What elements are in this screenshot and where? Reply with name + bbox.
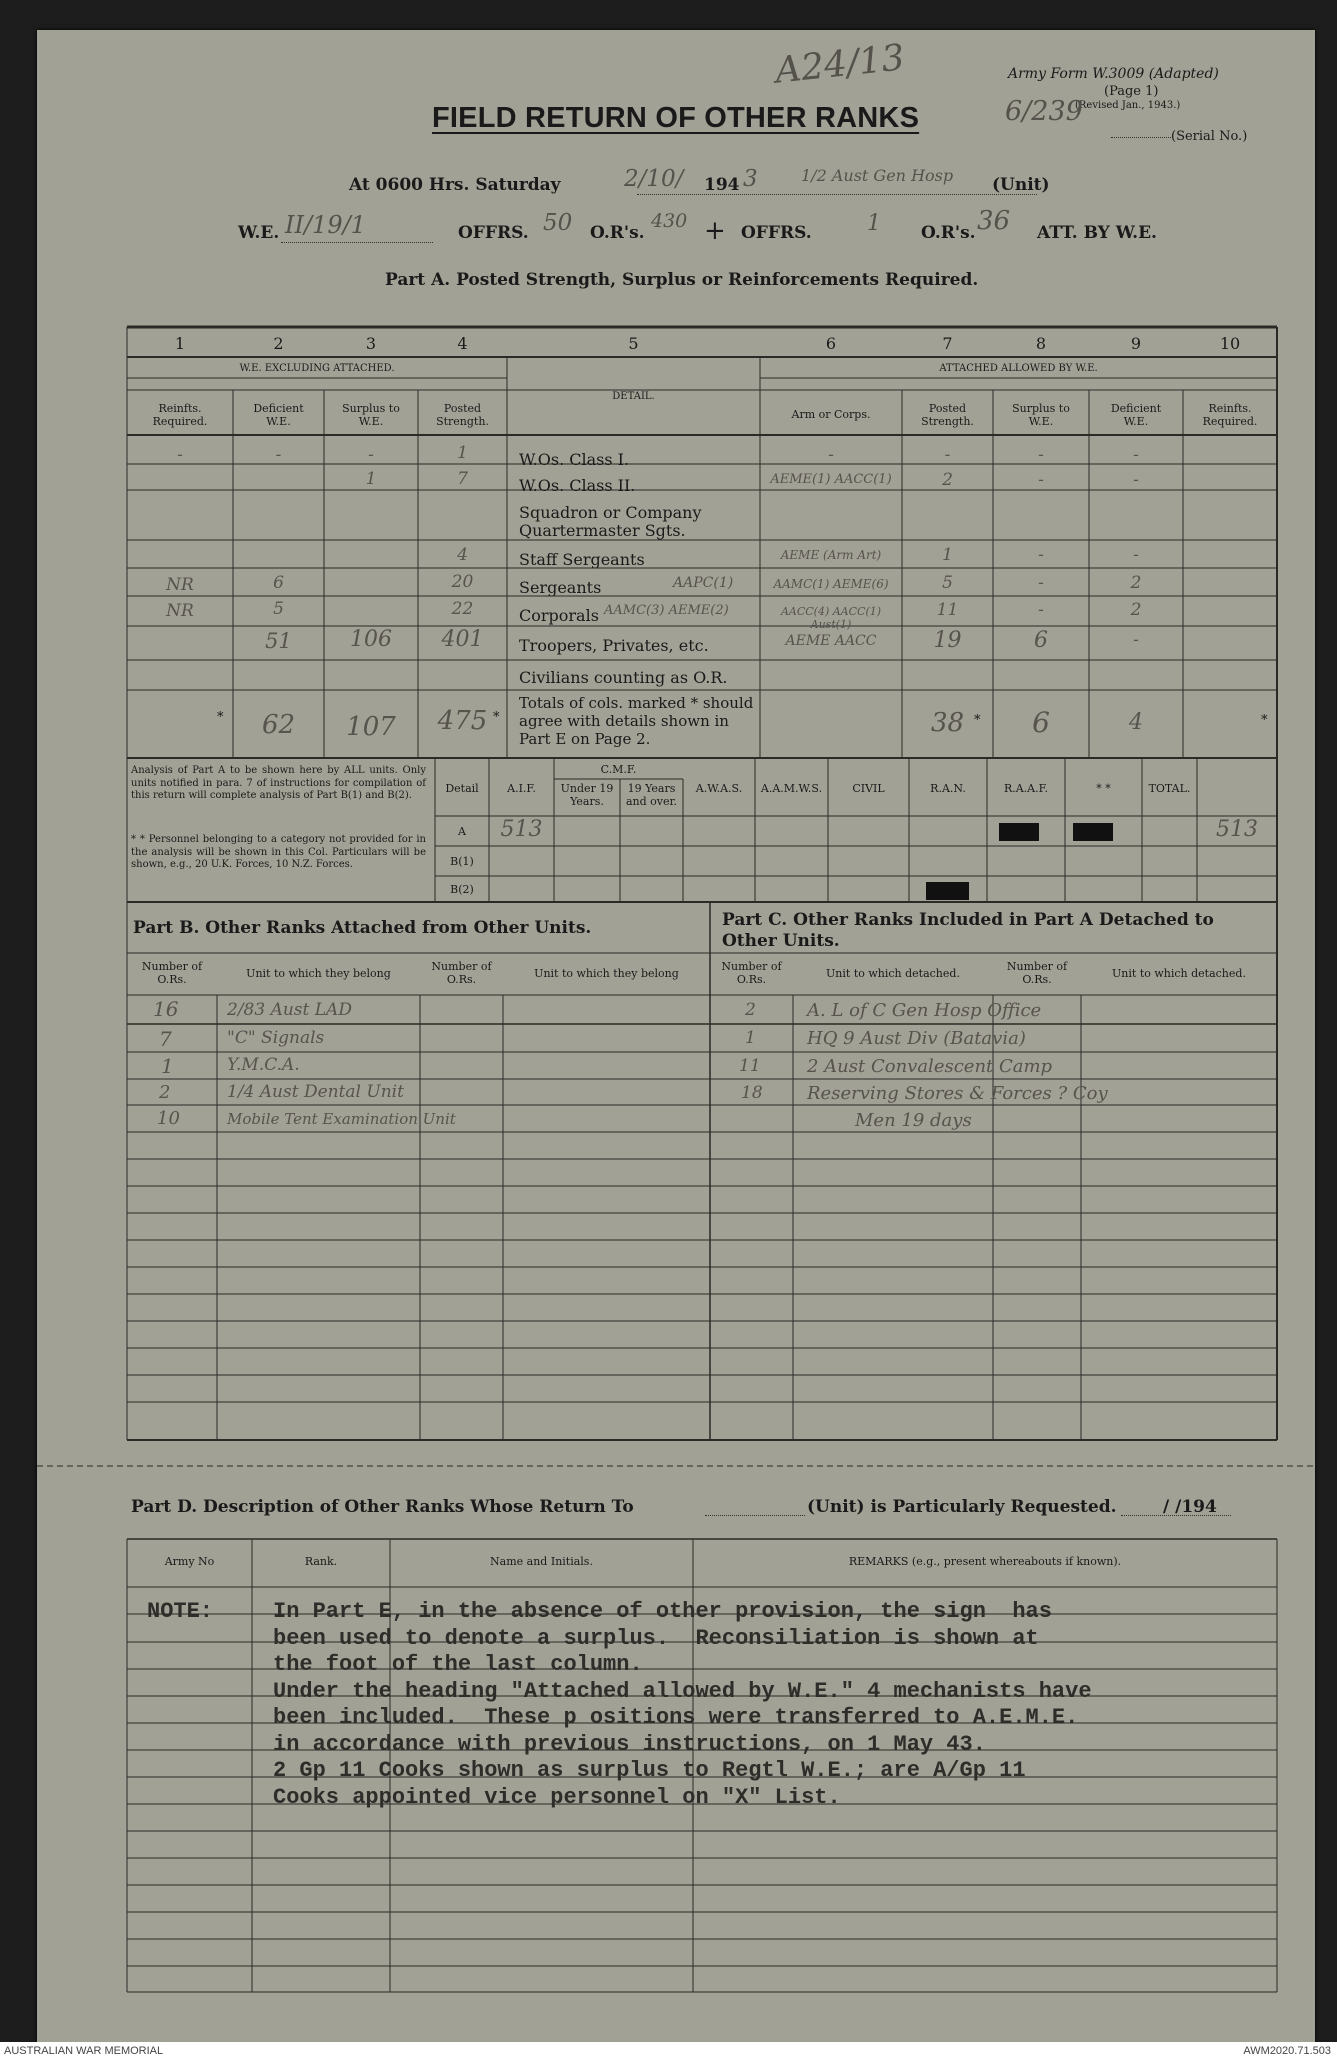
at-label: At 0600 Hrs. Saturday — [349, 175, 561, 195]
analysis-header: R.A.A.F. — [1003, 782, 1049, 795]
part-b-header-unit: Unit to which they belong — [534, 967, 679, 980]
offrs2-value: 1 — [867, 211, 881, 236]
year-prefix: 194 — [704, 175, 740, 195]
aif-a-value: 513 — [500, 817, 543, 842]
redaction — [999, 823, 1039, 841]
part-c-num: 1 — [745, 1028, 756, 1048]
sergeants-note: AAPC(1) — [673, 575, 734, 591]
row-detail: Squadron or Company Quartermaster Sgts. — [519, 503, 702, 540]
part-c-header-unit: Unit to which detached. — [826, 967, 960, 980]
part-c-header-num: Number of O.Rs. — [1006, 960, 1068, 986]
col-number: 1 — [174, 334, 186, 353]
analysis-note: Analysis of Part A to be shown here by ALL units. Only units notified in para. 7 of instructions for compilation of this return will complete analysis of Part B(1) and B(2). — [131, 765, 426, 802]
offrs-value: 50 — [543, 210, 573, 236]
redaction — [1073, 823, 1113, 841]
col-number: 7 — [942, 334, 953, 353]
c9-cell: - — [1133, 470, 1139, 490]
header-surplus: Surplus to W.E. — [342, 402, 400, 428]
c7-cell: 19 — [933, 628, 962, 653]
group-header-left: W.E. EXCLUDING ATTACHED. — [239, 363, 395, 374]
offrs-label: OFFRS. — [458, 223, 529, 243]
row-detail: Corporals — [519, 606, 599, 625]
totals-detail: Totals of cols. marked * should agree with details shown in Part E on Page 2. — [519, 694, 754, 748]
header-deficient: Deficient W.E. — [253, 402, 304, 428]
header-reinfts: Reinfts. Required. — [152, 402, 208, 428]
part-b-unit: Y.M.C.A. — [227, 1055, 300, 1075]
star-mark: * — [974, 713, 981, 728]
form-sheet — [37, 30, 1315, 2042]
analysis-row: B(2) — [450, 883, 474, 896]
note-label: NOTE: — [147, 1599, 214, 1624]
star-mark: * — [1261, 713, 1268, 728]
analysis-header: Under 19 Years. — [560, 782, 614, 808]
revised-label: (Revised Jan., 1943.) — [1075, 100, 1181, 111]
page-label: (Page 1) — [1104, 84, 1159, 99]
row-detail: Staff Sergeants — [519, 550, 645, 569]
c4-cell: 7 — [457, 469, 468, 489]
analysis-header: CIVIL — [852, 782, 885, 795]
part-b-heading: Part B. Other Ranks Attached from Other Units. — [133, 918, 592, 938]
part-d-unit-line — [705, 1515, 805, 1516]
part-c-num: 18 — [741, 1083, 763, 1103]
part-d-header: Rank. — [304, 1555, 338, 1568]
att-label: ATT. BY W.E. — [1037, 223, 1157, 243]
analysis-header: A.I.F. — [507, 782, 536, 795]
analysis-row: B(1) — [450, 855, 474, 868]
c6-cell: - — [828, 445, 834, 465]
c9-cell: 2 — [1130, 573, 1142, 593]
note-text: In Part E, in the absence of other provision, the sign has been used to denote a surplus. Reconsiliation is shown at the foot of the last column. Under the heading "Attached allowed by W.E." 4 mechanists have been included. These p ositions were transferred to A.E.M.E. in accordance with previous instructions, on 1 May 43. 2 Gp 11 Cooks shown as surplus to Regtl W.E.; are A/Gp 11 Cooks appointed vice personnel on "X" List. — [273, 1599, 1092, 1810]
part-c-header-unit: Unit to which detached. — [1112, 967, 1246, 980]
serial-value: 6/239 — [1005, 96, 1083, 127]
date-value: 2/10/ — [624, 166, 684, 192]
footer-source: AUSTRALIAN WAR MEMORIAL — [4, 2045, 164, 2057]
c3-cell: - — [368, 445, 374, 465]
ors2-label: O.R's. — [921, 223, 976, 243]
col-number: 10 — [1219, 334, 1241, 353]
part-b-header-unit: Unit to which they belong — [246, 967, 391, 980]
row-detail: Civilians counting as O.R. — [519, 668, 728, 687]
c4-cell: 22 — [451, 599, 474, 619]
c8-cell: - — [1038, 573, 1044, 593]
part-b-num: 10 — [157, 1108, 180, 1129]
analysis-header: Detail — [445, 782, 479, 795]
part-d-heading-mid: (Unit) is Particularly Requested. — [807, 1497, 1117, 1517]
total-c7: 38 — [930, 708, 965, 738]
c4-cell: 4 — [457, 545, 468, 565]
we-value: II/19/1 — [285, 211, 366, 239]
header-posted-att: Posted Strength. — [921, 402, 974, 428]
c1-cell: NR — [166, 601, 194, 621]
c6-cell: AEME (Arm Art) — [780, 548, 882, 562]
c7-cell: 5 — [942, 573, 953, 593]
ors-label: O.R's. — [590, 223, 645, 243]
part-a-heading: Part A. Posted Strength, Surplus or Reinforcements Required. — [385, 270, 979, 290]
redaction — [926, 882, 969, 900]
part-c-num: 2 — [745, 1000, 756, 1020]
part-c-unit: A. L of C Gen Hosp Office — [807, 1000, 1042, 1021]
c2-cell: 51 — [265, 629, 292, 653]
c7-cell: - — [944, 445, 951, 465]
part-c-header-num: Number of O.Rs. — [721, 960, 782, 986]
part-c-num: 11 — [739, 1056, 761, 1076]
part-d-header: Name and Initials. — [490, 1555, 593, 1568]
header-reinfts-att: Reinfts. Required. — [1202, 402, 1258, 428]
part-b-unit: 2/83 Aust LAD — [227, 1000, 352, 1020]
c7-cell: 2 — [942, 470, 953, 490]
serial-label: (Serial No.) — [1171, 129, 1248, 144]
c1-cell: NR — [166, 575, 194, 595]
c6-cell: AAMC(1) AEME(6) — [773, 577, 889, 591]
part-c-unit: 2 Aust Convalescent Camp — [807, 1056, 1053, 1077]
c4-cell: 401 — [441, 627, 484, 652]
col-number: 3 — [365, 334, 377, 353]
part-d-date-line — [1121, 1515, 1231, 1516]
part-c-heading: Part C. Other Ranks Included in Part A Detached to Other Units. — [722, 910, 1214, 951]
star-mark: * — [493, 710, 500, 725]
group-header-right: ATTACHED ALLOWED BY W.E. — [939, 363, 1098, 374]
archive-footer — [0, 2042, 1337, 2061]
year-value: 3 — [743, 166, 758, 192]
c9-cell: - — [1133, 545, 1139, 565]
analysis-header: A.W.A.S. — [695, 782, 743, 795]
total-c9: 4 — [1129, 710, 1143, 735]
col-number: 2 — [273, 334, 284, 353]
part-d-header: REMARKS (e.g., present whereabouts if known). — [848, 1555, 1122, 1568]
c8-cell: - — [1038, 470, 1044, 490]
c9-cell: 2 — [1130, 600, 1142, 620]
unit-label: (Unit) — [992, 175, 1050, 195]
row-detail: W.Os. Class II. — [519, 476, 636, 495]
detail-header: DETAIL. — [612, 391, 655, 402]
c3-cell: 1 — [365, 469, 377, 489]
part-c-unit: Reserving Stores & Forces ? Coy — [807, 1083, 1108, 1104]
c7-cell: 1 — [942, 545, 953, 565]
row-detail: Sergeants — [519, 578, 602, 597]
part-b-num: 16 — [153, 997, 179, 1021]
part-b-num: 7 — [159, 1027, 172, 1051]
form-name: Army Form W.3009 (Adapted) — [1008, 66, 1219, 82]
c4-cell: 20 — [451, 572, 474, 592]
part-b-unit: "C" Signals — [227, 1028, 325, 1048]
c2-cell: 5 — [273, 599, 284, 619]
we-label: W.E. — [238, 223, 280, 243]
col-number: 6 — [825, 334, 837, 353]
c8-cell: - — [1038, 545, 1044, 565]
plus-sign: + — [704, 216, 726, 246]
col-number: 4 — [457, 334, 468, 353]
total-c8: 6 — [1032, 706, 1050, 739]
c6-cell: AEME(1) AACC(1) — [770, 472, 892, 487]
part-b-unit: 1/4 Aust Dental Unit — [227, 1082, 404, 1102]
reference-number: A24/13 — [773, 37, 907, 92]
c6-cell: AEME AACC — [785, 633, 877, 649]
c8-cell: - — [1038, 445, 1044, 465]
analysis-header: C.M.F. — [600, 763, 637, 776]
footer-reference: AWM2020.71.503 — [1243, 2045, 1331, 2057]
c2-cell: 6 — [273, 573, 284, 593]
part-b-header-num: Number of O.Rs. — [431, 960, 492, 986]
corporals-note: AAMC(3) AEME(2) — [604, 603, 729, 618]
analysis-note-2: * * Personnel belonging to a category not provided for in the analysis will be shown in this Col. Particulars will be shown, e.g., 20 U.K. Forces, 10 N.Z. Forces. — [131, 834, 426, 871]
part-b-num: 1 — [161, 1054, 174, 1078]
row-detail: Troopers, Privates, etc. — [519, 636, 709, 655]
total-a-value: 513 — [1216, 817, 1258, 842]
star-mark: * — [217, 710, 224, 725]
col-number: 8 — [1035, 334, 1047, 353]
page-title: FIELD RETURN OF OTHER RANKS — [432, 102, 920, 134]
part-c-unit: HQ 9 Aust Div (Batavia) — [807, 1028, 1026, 1049]
c9-cell: - — [1133, 630, 1139, 650]
total-c4: 475 — [437, 706, 488, 736]
c6-cell: AACC(4) AACC(1) Aust(1) — [780, 605, 882, 631]
unit-value: 1/2 Aust Gen Hosp — [801, 166, 954, 185]
analysis-header: TOTAL. — [1148, 782, 1191, 795]
c3-cell: 106 — [350, 627, 392, 652]
part-b-unit: Mobile Tent Examination Unit — [227, 1110, 456, 1128]
c4-cell: 1 — [457, 443, 468, 463]
offrs2-label: OFFRS. — [741, 223, 812, 243]
analysis-row: A — [458, 825, 466, 838]
part-b-num: 2 — [159, 1082, 171, 1103]
header-surplus-att: Surplus to W.E. — [1012, 402, 1070, 428]
analysis-header: * * — [1096, 782, 1111, 795]
part-d-heading: Part D. Description of Other Ranks Whose Return To — [131, 1497, 634, 1517]
part-b-header-num: Number of O.Rs. — [141, 960, 203, 986]
header-deficient-att: Deficient W.E. — [1110, 402, 1162, 428]
c1-cell: - — [177, 445, 183, 465]
c2-cell: - — [275, 445, 282, 465]
analysis-header: 19 Years and over. — [625, 782, 678, 808]
c8-cell: - — [1038, 600, 1044, 620]
c7-cell: 11 — [936, 600, 959, 620]
ors2-value: 36 — [977, 206, 1011, 236]
part-d-header: Army No — [164, 1555, 215, 1568]
total-c3: 107 — [346, 712, 396, 742]
col-number: 5 — [628, 334, 639, 353]
analysis-header: R.A.N. — [930, 782, 966, 795]
c9-cell: - — [1133, 445, 1139, 465]
col-number: 9 — [1130, 334, 1142, 353]
part-c-unit: Men 19 days — [855, 1110, 972, 1131]
analysis-header: A.A.M.W.S. — [760, 782, 823, 795]
total-c2: 62 — [261, 710, 296, 740]
ors-value: 430 — [651, 210, 688, 232]
row-detail: W.Os. Class I. — [519, 450, 630, 469]
header-arm-corps: Arm or Corps. — [791, 408, 871, 421]
part-d-date: / /194 — [1163, 1497, 1217, 1517]
c8-cell: 6 — [1034, 628, 1048, 653]
header-posted: Posted Strength. — [436, 402, 489, 428]
